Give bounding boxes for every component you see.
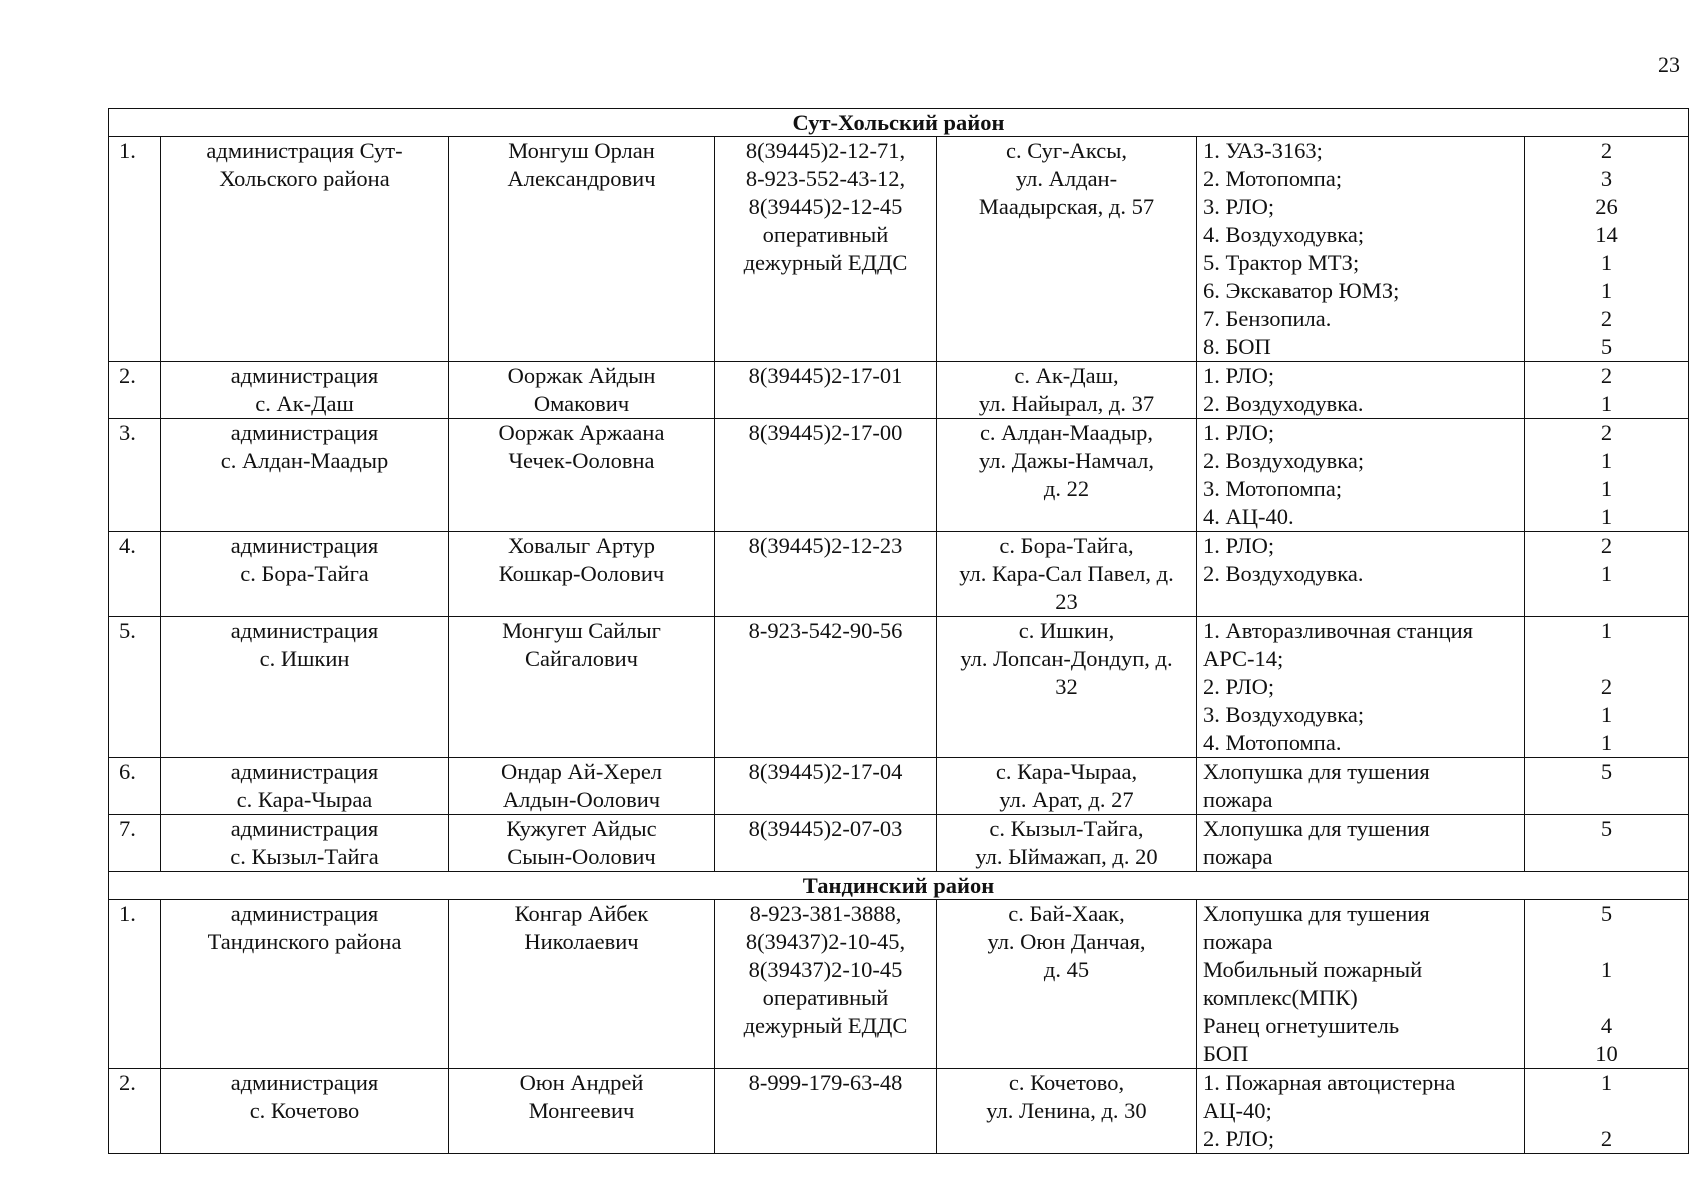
quantity-value: 1: [1600, 702, 1613, 727]
quantity-value: [1531, 984, 1682, 1012]
row-number: 3.: [109, 419, 161, 532]
contact-person-line: Конгар Айбек: [514, 901, 649, 926]
equipment-item: 3. Мотопомпа;: [1203, 476, 1343, 501]
table-row: [109, 900, 1689, 1069]
address-line: с. Бора-Тайга,: [999, 533, 1134, 558]
row-number: 2.: [109, 1069, 161, 1154]
organization-cell: [161, 419, 449, 532]
address-cell: [937, 137, 1197, 362]
quantity-value: 5: [1600, 334, 1613, 359]
quantity-value: 4: [1600, 1013, 1613, 1038]
contact-person-line: Алдын-Оолович: [502, 787, 661, 812]
contact-person-cell: [449, 900, 715, 1069]
contact-person-cell: [449, 1069, 715, 1154]
contact-person-line: Монгеевич: [528, 1098, 635, 1123]
equipment-item: пожара: [1203, 844, 1273, 869]
equipment-item: Хлопушка для тушения: [1203, 816, 1430, 841]
equipment-item: 7. Бензопила.: [1203, 306, 1332, 331]
quantity-value: [1531, 645, 1682, 673]
phone-cell: [715, 900, 937, 1069]
equipment-item: 2. РЛО;: [1203, 674, 1275, 699]
quantity-value: [1531, 1097, 1682, 1125]
equipment-item: 2. РЛО;: [1203, 1126, 1275, 1151]
phone-cell: [715, 1069, 937, 1154]
phone-cell: [715, 758, 937, 815]
address-line: с. Ак-Даш,: [1014, 363, 1119, 388]
contact-person-cell: [449, 758, 715, 815]
phone-line: 8(39445)2-17-01: [748, 363, 903, 388]
address-line: с. Кара-Чыраа,: [995, 759, 1138, 784]
contact-person-line: Чечек-Ооловна: [508, 448, 655, 473]
quantity-value: 5: [1600, 816, 1613, 841]
section-title: Сут-Хольский район: [109, 109, 1689, 137]
contact-person-line: Монгуш Сайлыг: [502, 618, 661, 643]
address-cell: [937, 617, 1197, 758]
address-line: с. Кочетово,: [1008, 1070, 1125, 1095]
equipment-item: Ранец огнетушитель: [1203, 1013, 1400, 1038]
organization-cell: [161, 362, 449, 419]
address-cell: [937, 815, 1197, 872]
equipment-item: 3. Воздуходувка;: [1203, 702, 1365, 727]
address-line: ул. Найырал, д. 37: [978, 391, 1155, 416]
phone-line: дежурный ЕДДС: [743, 250, 908, 275]
phone-line: 8-923-552-43-12,: [745, 166, 906, 191]
quantity-value: 2: [1600, 138, 1613, 163]
address-line: ул. Лопсан-Дондуп, д.: [960, 646, 1173, 671]
page-number: 23: [1658, 52, 1680, 77]
quantity-value: 2: [1600, 533, 1613, 558]
organization-line: администрация: [230, 618, 379, 643]
address-cell: [937, 1069, 1197, 1154]
section-header-row: [109, 872, 1689, 900]
contact-person-line: Ооржак Айдын: [507, 363, 656, 388]
organization-cell: [161, 1069, 449, 1154]
table-row: [109, 758, 1689, 815]
organization-line: администрация: [230, 901, 379, 926]
phone-cell: [715, 137, 937, 362]
phone-line: 8-923-542-90-56: [748, 618, 903, 643]
address-line: ул. Ыймажап, д. 20: [975, 844, 1158, 869]
equipment-item: 1. Авторазливочная станция: [1203, 618, 1473, 643]
quantity-value: 1: [1600, 476, 1613, 501]
table-row: [109, 815, 1689, 872]
equipment-item: 6. Экскаватор ЮМЗ;: [1203, 278, 1400, 303]
row-number: 6.: [109, 758, 161, 815]
equipment-item: Мобильный пожарный: [1203, 957, 1423, 982]
row-number: 2.: [109, 362, 161, 419]
equipment-table: [108, 108, 1689, 1154]
equipment-cell: [1197, 532, 1525, 617]
row-number: 4.: [109, 532, 161, 617]
quantity-value: [1531, 928, 1682, 956]
address-cell: [937, 362, 1197, 419]
organization-line: администрация: [230, 420, 379, 445]
equipment-cell: [1197, 362, 1525, 419]
quantity-value: 1: [1600, 448, 1613, 473]
organization-line: администрация: [230, 1070, 379, 1095]
organization-line: с. Алдан-Маадыр: [220, 448, 389, 473]
quantity-value: 26: [1595, 194, 1618, 219]
equipment-item: Хлопушка для тушения: [1203, 759, 1430, 784]
organization-line: администрация Сут-: [206, 138, 403, 163]
organization-line: с. Кара-Чыраа: [236, 787, 373, 812]
table-row: [109, 419, 1689, 532]
phone-line: 8(39445)2-12-23: [748, 533, 903, 558]
row-number: 1.: [109, 137, 161, 362]
address-line: с. Суг-Аксы,: [1005, 138, 1127, 163]
equipment-item: 5. Трактор МТЗ;: [1203, 250, 1360, 275]
phone-cell: [715, 532, 937, 617]
row-number: 1.: [109, 900, 161, 1069]
phone-cell: [715, 617, 937, 758]
equipment-item: АЦ-40;: [1203, 1098, 1272, 1123]
quantity-value: 5: [1600, 901, 1613, 926]
equipment-item: БОП: [1203, 1041, 1249, 1066]
organization-cell: [161, 532, 449, 617]
quantity-value: 1: [1600, 250, 1613, 275]
address-cell: [937, 532, 1197, 617]
equipment-cell: [1197, 137, 1525, 362]
table-row: [109, 137, 1689, 362]
quantity-value: 2: [1600, 363, 1613, 388]
phone-line: оперативный: [762, 985, 889, 1010]
organization-line: Тандинского района: [207, 929, 402, 954]
quantity-value: 5: [1600, 759, 1613, 784]
address-line: ул. Дажы-Намчал,: [978, 448, 1155, 473]
equipment-item: АРС-14;: [1203, 646, 1284, 671]
organization-line: администрация: [230, 759, 379, 784]
equipment-item: комплекс(МПК): [1203, 985, 1358, 1010]
equipment-item: 1. Пожарная автоцистерна: [1203, 1070, 1456, 1095]
organization-line: Хольского района: [219, 166, 390, 191]
section-header-row: [109, 109, 1689, 137]
organization-cell: [161, 815, 449, 872]
row-number: 7.: [109, 815, 161, 872]
phone-cell: [715, 362, 937, 419]
equipment-item: 1. РЛО;: [1203, 420, 1275, 445]
equipment-item: 2. Воздуходувка;: [1203, 448, 1365, 473]
organization-cell: [161, 137, 449, 362]
quantity-value: 2: [1600, 306, 1613, 331]
address-line: с. Алдан-Маадыр,: [979, 420, 1154, 445]
phone-line: 8(39445)2-12-45: [748, 194, 903, 219]
address-line: 23: [1055, 589, 1078, 614]
quantity-cell: [1525, 900, 1689, 1069]
organization-line: с. Бора-Тайга: [240, 561, 369, 586]
contact-person-line: Омакович: [533, 391, 630, 416]
address-cell: [937, 419, 1197, 532]
address-cell: [937, 900, 1197, 1069]
equipment-item: 4. Мотопомпа.: [1203, 730, 1342, 755]
equipment-item: 1. УАЗ-3163;: [1203, 138, 1323, 163]
phone-line: оперативный: [762, 222, 889, 247]
address-line: д. 45: [1043, 957, 1090, 982]
equipment-item: 2. Воздуходувка.: [1203, 391, 1364, 416]
organization-line: с. Кызыл-Тайга: [230, 844, 379, 869]
phone-cell: [715, 419, 937, 532]
equipment-cell: [1197, 617, 1525, 758]
organization-cell: [161, 758, 449, 815]
address-line: ул. Оюн Данчая,: [987, 929, 1146, 954]
equipment-item: 2. Мотопомпа;: [1203, 166, 1343, 191]
contact-person-cell: [449, 532, 715, 617]
address-cell: [937, 758, 1197, 815]
quantity-value: 3: [1600, 166, 1613, 191]
address-line: ул. Арат, д. 27: [999, 787, 1134, 812]
phone-line: 8(39445)2-12-71,: [745, 138, 906, 163]
quantity-value: 1: [1600, 391, 1613, 416]
contact-person-cell: [449, 815, 715, 872]
organization-line: администрация: [230, 533, 379, 558]
contact-person-line: Сайгалович: [525, 646, 638, 671]
equipment-item: пожара: [1203, 929, 1273, 954]
contact-person-line: Николаевич: [524, 929, 639, 954]
equipment-item: 4. Воздуходувка;: [1203, 222, 1365, 247]
organization-line: с. Кочетово: [249, 1098, 360, 1123]
contact-person-line: Сыын-Оолович: [507, 844, 656, 869]
quantity-value: 1: [1600, 618, 1613, 643]
phone-line: 8(39445)2-17-04: [748, 759, 903, 784]
address-line: с. Бай-Хаак,: [1008, 901, 1125, 926]
quantity-cell: [1525, 419, 1689, 532]
phone-line: дежурный ЕДДС: [743, 1013, 908, 1038]
equipment-cell: [1197, 758, 1525, 815]
quantity-cell: [1525, 532, 1689, 617]
contact-person-line: Александрович: [507, 166, 656, 191]
table-row: [109, 532, 1689, 617]
contact-person-line: Оюн Андрей: [519, 1070, 644, 1095]
organization-line: администрация: [230, 816, 379, 841]
equipment-cell: [1197, 419, 1525, 532]
address-line: с. Кызыл-Тайга,: [989, 816, 1144, 841]
organization-line: администрация: [230, 363, 379, 388]
table-row: [109, 1069, 1689, 1154]
organization-line: с. Ишкин: [259, 646, 350, 671]
address-line: Маадырская, д. 57: [978, 194, 1155, 219]
quantity-cell: [1525, 815, 1689, 872]
equipment-cell: [1197, 900, 1525, 1069]
section-title: Тандинский район: [109, 872, 1689, 900]
quantity-value: 1: [1600, 957, 1613, 982]
organization-cell: [161, 617, 449, 758]
address-line: с. Ишкин,: [1018, 618, 1115, 643]
phone-line: 8(39445)2-07-03: [748, 816, 903, 841]
address-line: ул. Ленина, д. 30: [986, 1098, 1147, 1123]
quantity-cell: [1525, 617, 1689, 758]
equipment-item: Хлопушка для тушения: [1203, 901, 1430, 926]
quantity-value: 1: [1600, 561, 1613, 586]
address-line: ул. Алдан-: [1015, 166, 1118, 191]
phone-line: 8-923-381-3888,: [749, 901, 902, 926]
equipment-item: 8. БОП: [1203, 334, 1271, 359]
phone-line: 8(39445)2-17-00: [748, 420, 903, 445]
quantity-value: 1: [1600, 278, 1613, 303]
contact-person-cell: [449, 362, 715, 419]
equipment-item: 3. РЛО;: [1203, 194, 1275, 219]
quantity-cell: [1525, 137, 1689, 362]
contact-person-line: Монгуш Орлан: [508, 138, 655, 163]
equipment-item: 4. АЦ-40.: [1203, 504, 1294, 529]
row-number: 5.: [109, 617, 161, 758]
quantity-value: 1: [1600, 504, 1613, 529]
phone-line: 8(39437)2-10-45,: [745, 929, 906, 954]
quantity-value: 1: [1600, 1070, 1613, 1095]
equipment-item: 2. Воздуходувка.: [1203, 561, 1364, 586]
quantity-value: 2: [1600, 1126, 1613, 1151]
contact-person-cell: [449, 617, 715, 758]
equipment-item: 1. РЛО;: [1203, 533, 1275, 558]
organization-line: с. Ак-Даш: [255, 391, 354, 416]
contact-person-line: Ооржак Аржаана: [498, 420, 665, 445]
quantity-value: 2: [1600, 674, 1613, 699]
contact-person-line: Кужугет Айдыс: [506, 816, 657, 841]
address-line: ул. Кара-Сал Павел, д.: [959, 561, 1174, 586]
table-row: [109, 617, 1689, 758]
quantity-value: 10: [1595, 1041, 1618, 1066]
address-line: 32: [1055, 674, 1078, 699]
quantity-value: 14: [1595, 222, 1618, 247]
quantity-value: 1: [1600, 730, 1613, 755]
address-line: д. 22: [1043, 476, 1090, 501]
contact-person-line: Кошкар-Оолович: [498, 561, 665, 586]
equipment-cell: [1197, 1069, 1525, 1154]
quantity-value: 2: [1600, 420, 1613, 445]
equipment-item: 1. РЛО;: [1203, 363, 1275, 388]
quantity-cell: [1525, 1069, 1689, 1154]
contact-person-cell: [449, 137, 715, 362]
phone-line: 8(39437)2-10-45: [748, 957, 903, 982]
equipment-cell: [1197, 815, 1525, 872]
contact-person-cell: [449, 419, 715, 532]
table-row: [109, 362, 1689, 419]
quantity-cell: [1525, 758, 1689, 815]
equipment-item: пожара: [1203, 787, 1273, 812]
phone-line: 8-999-179-63-48: [748, 1070, 903, 1095]
contact-person-line: Ондар Ай-Херел: [500, 759, 663, 784]
phone-cell: [715, 815, 937, 872]
organization-cell: [161, 900, 449, 1069]
quantity-cell: [1525, 362, 1689, 419]
contact-person-line: Ховалыг Артур: [507, 533, 656, 558]
